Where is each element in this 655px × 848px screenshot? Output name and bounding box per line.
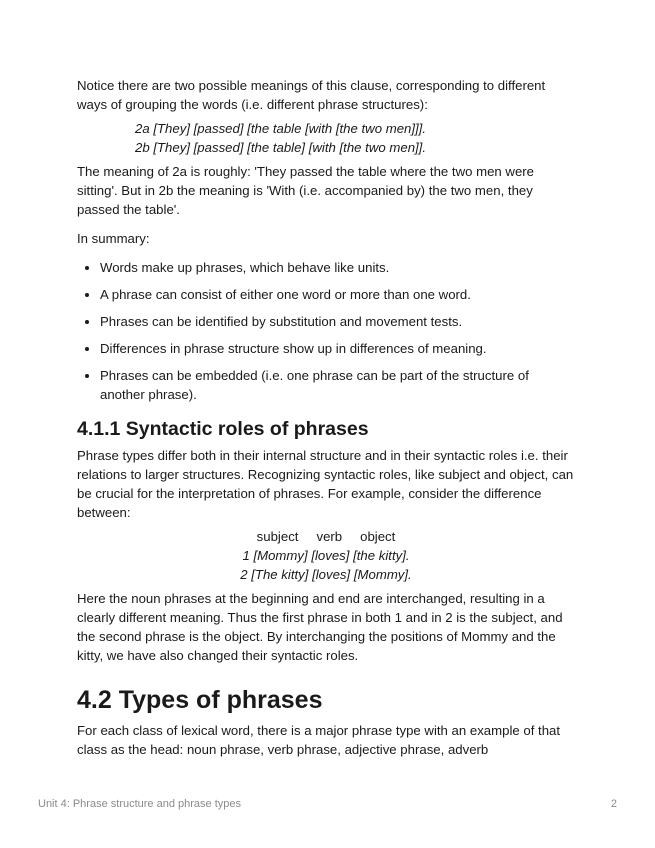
meaning-paragraph: The meaning of 2a is roughly: 'They passed the table where the two men were sitting'. But in 2b the meaning is 'With (i.e. accompanied by) the two men, they passed the table'. xyxy=(77,164,535,217)
label-subject: subject xyxy=(256,529,299,544)
list-item: • Words make up phrases, which behave like units. xyxy=(100,258,575,277)
page-footer xyxy=(38,798,617,810)
list-item: • A phrase can consist of either one word or more than one word. xyxy=(100,285,575,304)
example-2b: 2b [They] [passed] [the table] [with [the two men]]. xyxy=(135,140,427,155)
role-examples xyxy=(77,527,575,584)
label-object: object xyxy=(360,529,396,544)
phrase-types-paragraph: For each class of lexical word, there is a major phrase type with an example of that class as the head: noun phrase, verb phrase, adjective phrase, adverb xyxy=(77,723,561,757)
label-verb: verb xyxy=(316,529,343,544)
example-2a: 2a [They] [passed] [the table [with [the two men]]]. xyxy=(135,121,427,136)
list-item: • Differences in phrase structure show up in differences of meaning. xyxy=(100,339,575,358)
intro-paragraph: Notice there are two possible meanings of this clause, corresponding to different ways of grouping the words (i.e. different phrase structures): xyxy=(77,78,546,112)
example-sentence-2: 2 [The kitty] [loves] [Mommy]. xyxy=(240,567,412,582)
example-list-2 xyxy=(77,119,575,157)
example-sentence-1: 1 [Mommy] [loves] [the kitty]. xyxy=(242,548,410,563)
list-item: • Phrases can be embedded (i.e. one phrase can be part of the structure of another phrase). xyxy=(100,366,575,404)
page-content xyxy=(77,76,575,759)
summary-list xyxy=(77,258,575,404)
interchange-paragraph: Here the noun phrases at the beginning and end are interchanged, resulting in a clearly different meaning. Thus the first phrase in both 1 and in 2 is the subject, and the second phrase is the object. By interchanging the positions of Mommy and the kitty, we have also changed their syntactic roles. xyxy=(77,591,563,663)
page-number: 2 xyxy=(610,798,617,810)
list-item: • Phrases can be identified by substitution and movement tests. xyxy=(100,312,575,331)
footer-title: Unit 4: Phrase structure and phrase types xyxy=(38,798,241,810)
summary-label: In summary: xyxy=(77,231,150,246)
section-heading-4-1-1: 4.1.1 Syntactic roles of phrases xyxy=(77,418,369,440)
syntactic-roles-paragraph: Phrase types differ both in their internal structure and in their syntactic roles i.e. their relations to larger structures. Recognizing syntactic roles, like subject and object, can be crucial for the interpretation of phrases. For example, consider the difference between: xyxy=(77,448,574,520)
section-heading-4-2: 4.2 Types of phrases xyxy=(77,686,323,714)
role-labels xyxy=(77,527,575,546)
